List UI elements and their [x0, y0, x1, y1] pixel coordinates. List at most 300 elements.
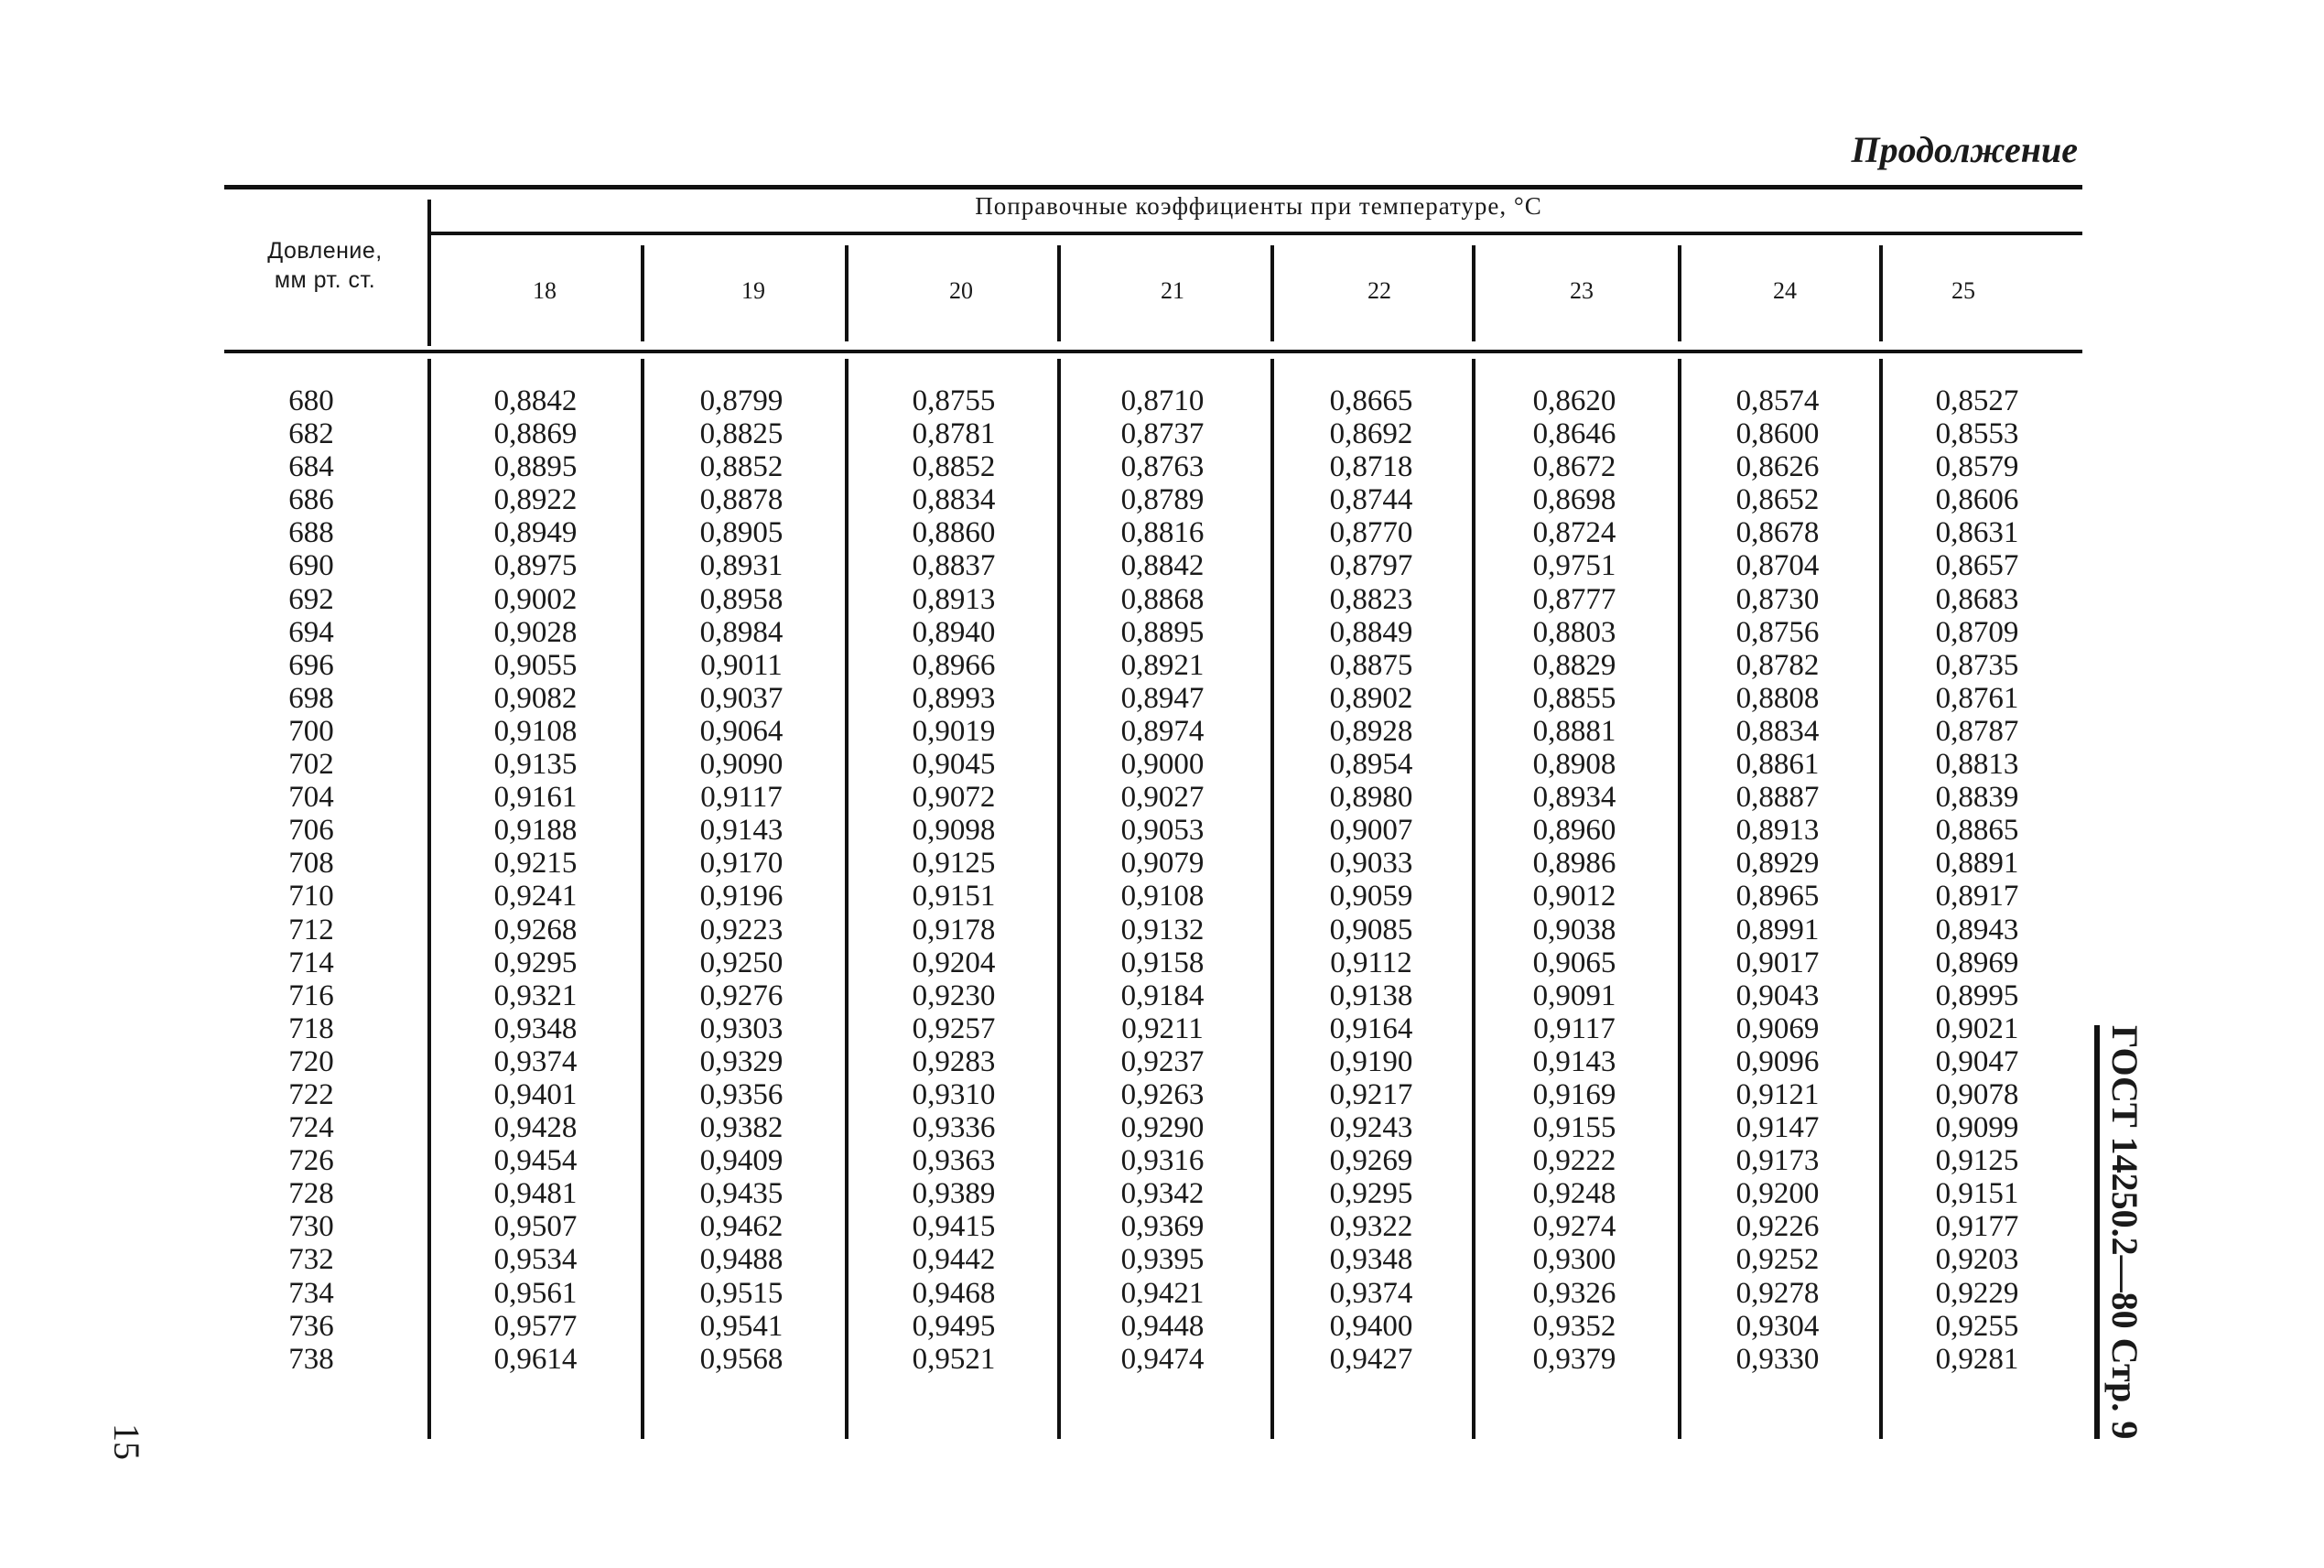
coefficient-cell: 0,9421: [1120, 1276, 1205, 1310]
pressure-cell: 720: [288, 1044, 334, 1078]
coefficient-cell: 0,9215: [493, 847, 578, 881]
coefficient-cell: 0,9274: [1532, 1210, 1616, 1244]
coefficient-cell: 0,9011: [700, 648, 783, 682]
coefficient-cell: 0,9348: [1329, 1243, 1413, 1277]
coefficient-cell: 0,8895: [493, 450, 578, 484]
coefficient-cell: 0,9045: [912, 748, 996, 782]
coefficient-cell: 0,8834: [1735, 714, 1820, 748]
header-vline: [427, 200, 431, 346]
coefficient-cell: 0,9363: [912, 1144, 996, 1178]
coefficient-cell: 0,8995: [1935, 979, 2019, 1012]
coefficient-cell: 0,8875: [1329, 648, 1413, 682]
coefficient-cell: 0,9322: [1329, 1210, 1413, 1244]
pressure-cell: 704: [288, 781, 334, 815]
coefficient-cell: 0,9021: [1935, 1011, 2019, 1045]
coefficient-cell: 0,8934: [1532, 781, 1616, 815]
coefficient-cell: 0,8975: [493, 549, 578, 583]
coefficient-cell: 0,9164: [1329, 1011, 1413, 1045]
coefficient-cell: 0,8683: [1935, 582, 2019, 616]
pressure-cell: 680: [288, 384, 334, 417]
coefficient-cell: 0,8865: [1935, 814, 2019, 848]
coefficient-cell: 0,8782: [1735, 648, 1820, 682]
pressure-cell: 732: [288, 1243, 334, 1277]
coefficient-cell: 0,9534: [493, 1243, 578, 1277]
coefficient-cell: 0,8965: [1735, 880, 1820, 914]
coefficient-cell: 0,8991: [1735, 913, 1820, 946]
coefficient-cell: 0,8980: [1329, 781, 1413, 815]
coefficient-cell: 0,9196: [699, 880, 784, 914]
pressure-cell: 722: [288, 1077, 334, 1111]
coefficient-cell: 0,8799: [699, 384, 784, 417]
coefficient-cell: 0,9263: [1120, 1077, 1205, 1111]
coefficient-cell: 0,8730: [1735, 582, 1820, 616]
pressure-cell: 686: [288, 483, 334, 517]
table-top-rule: [224, 185, 2082, 189]
coefficient-cell: 0,8895: [1120, 615, 1205, 649]
coefficient-cell: 0,9290: [1120, 1111, 1205, 1145]
coefficient-cell: 0,8922: [493, 483, 578, 517]
coefficient-cell: 0,8958: [699, 582, 784, 616]
coefficient-cell: 0,8852: [699, 450, 784, 484]
coefficient-cell: 0,9108: [493, 714, 578, 748]
coefficient-cell: 0,8891: [1935, 847, 2019, 881]
pressure-cell: 702: [288, 748, 334, 782]
coefficient-cell: 0,8921: [1120, 648, 1205, 682]
coefficient-cell: 0,9138: [1329, 979, 1413, 1012]
coefficient-cell: 0,8672: [1532, 450, 1616, 484]
coefficient-cell: 0,8631: [1935, 516, 2019, 550]
pressure-cell: 716: [288, 979, 334, 1012]
coefficient-cell: 0,8842: [493, 384, 578, 417]
coefficient-cell: 0,9038: [1532, 913, 1616, 946]
coefficient-cell: 0,9561: [493, 1276, 578, 1310]
coefficient-cell: 0,9495: [912, 1309, 996, 1343]
coefficient-cell: 0,9098: [912, 814, 996, 848]
coefficient-cell: 0,9090: [699, 748, 784, 782]
coefficient-cell: 0,8966: [912, 648, 996, 682]
coefficient-cell: 0,8527: [1935, 384, 2019, 417]
coefficient-cell: 0,9395: [1120, 1243, 1205, 1277]
body-vline: [1270, 359, 1274, 1439]
coefficient-cell: 0,8940: [912, 615, 996, 649]
pressure-cell: 696: [288, 648, 334, 682]
temperature-header: 25: [1951, 277, 1975, 304]
coefficient-cell: 0,9125: [1935, 1144, 2019, 1178]
coefficient-cell: 0,9226: [1735, 1210, 1820, 1244]
coefficient-cell: 0,9155: [1532, 1111, 1616, 1145]
pressure-cell: 724: [288, 1111, 334, 1145]
coefficient-cell: 0,9000: [1120, 748, 1205, 782]
coefficient-cell: 0,9229: [1935, 1276, 2019, 1310]
coefficient-cell: 0,9143: [699, 814, 784, 848]
coefficient-cell: 0,8781: [912, 417, 996, 451]
pressure-cell: 692: [288, 582, 334, 616]
pressure-cell: 728: [288, 1177, 334, 1211]
coefficient-cell: 0,8949: [493, 516, 578, 550]
pressure-cell: 718: [288, 1011, 334, 1045]
coefficient-cell: 0,9330: [1735, 1342, 1820, 1376]
coefficient-column: [881, 384, 1027, 1376]
coefficient-cell: 0,9342: [1120, 1177, 1205, 1211]
coefficient-cell: 0,8710: [1120, 384, 1205, 417]
coefficient-cell: 0,8984: [699, 615, 784, 649]
coefficient-cell: 0,9281: [1935, 1342, 2019, 1376]
coefficient-cell: 0,8704: [1735, 549, 1820, 583]
coefficient-cell: 0,8698: [1532, 483, 1616, 517]
coefficient-cell: 0,8908: [1532, 748, 1616, 782]
coefficient-cell: 0,9427: [1329, 1342, 1413, 1376]
header-vline: [1057, 245, 1061, 341]
temperature-header: 21: [1161, 277, 1184, 304]
coefficient-cell: 0,9329: [699, 1044, 784, 1078]
coefficient-cell: 0,9158: [1120, 946, 1205, 979]
coefficient-cell: 0,9065: [1532, 946, 1616, 979]
group-header-rule: [430, 232, 2082, 235]
coefficient-cell: 0,8579: [1935, 450, 2019, 484]
coefficient-cell: 0,9064: [699, 714, 784, 748]
coefficient-cell: 0,9151: [912, 880, 996, 914]
coefficient-cell: 0,9248: [1532, 1177, 1616, 1211]
coefficient-cell: 0,9002: [493, 582, 578, 616]
pressure-cell: 694: [288, 615, 334, 649]
coefficient-cell: 0,9448: [1120, 1309, 1205, 1343]
pressure-cell: 736: [288, 1309, 334, 1343]
coefficient-cell: 0,8646: [1532, 417, 1616, 451]
coefficient-cell: 0,8816: [1120, 516, 1205, 550]
coefficient-cell: 0,9577: [493, 1309, 578, 1343]
coefficient-cell: 0,9237: [1120, 1044, 1205, 1078]
coefficient-cell: 0,9374: [1329, 1276, 1413, 1310]
coefficient-cell: 0,9121: [1735, 1077, 1820, 1111]
coefficient-cell: 0,9250: [699, 946, 784, 979]
coefficient-cell: 0,9017: [1735, 946, 1820, 979]
coefficient-cell: 0,9252: [1735, 1243, 1820, 1277]
coefficient-cell: 0,9614: [493, 1342, 578, 1376]
coefficient-cell: 0,8837: [912, 549, 996, 583]
coefficient-cell: 0,9230: [912, 979, 996, 1012]
coefficient-column: [462, 384, 609, 1376]
pressure-cell: 738: [288, 1342, 334, 1376]
page-number: 15: [106, 1423, 147, 1460]
coefficient-cell: 0,8849: [1329, 615, 1413, 649]
coefficient-cell: 0,9108: [1120, 880, 1205, 914]
coefficient-cell: 0,8735: [1935, 648, 2019, 682]
pressure-cell: 706: [288, 814, 334, 848]
coefficient-cell: 0,9278: [1735, 1276, 1820, 1310]
coefficient-cell: 0,8553: [1935, 417, 2019, 451]
coefficient-cell: 0,9268: [493, 913, 578, 946]
coefficient-cell: 0,9316: [1120, 1144, 1205, 1178]
coefficient-cell: 0,9352: [1532, 1309, 1616, 1343]
coefficient-cell: 0,9190: [1329, 1044, 1413, 1078]
coefficient-cell: 0,8823: [1329, 582, 1413, 616]
coefficient-cell: 0,9507: [493, 1210, 578, 1244]
coefficient-cell: 0,8917: [1935, 880, 2019, 914]
coefficient-cell: 0,8755: [912, 384, 996, 417]
coefficient-cell: 0,9310: [912, 1077, 996, 1111]
coefficient-cell: 0,8860: [912, 516, 996, 550]
body-vline: [1472, 359, 1475, 1439]
coefficient-cell: 0,8737: [1120, 417, 1205, 451]
pressure-cell: 684: [288, 450, 334, 484]
coefficient-cell: 0,9177: [1935, 1210, 2019, 1244]
coefficient-cell: 0,9079: [1120, 847, 1205, 881]
coefficient-cell: 0,8881: [1532, 714, 1616, 748]
coefficient-cell: 0,8825: [699, 417, 784, 451]
coefficient-cell: 0,9304: [1735, 1309, 1820, 1343]
coefficient-cell: 0,8652: [1735, 483, 1820, 517]
coefficient-cell: 0,9173: [1735, 1144, 1820, 1178]
pressure-column: [252, 384, 371, 1376]
coefficient-cell: 0,9147: [1735, 1111, 1820, 1145]
coefficient-cell: 0,9143: [1532, 1044, 1616, 1078]
coefficient-cell: 0,9178: [912, 913, 996, 946]
temperature-group-header: Поправочные коэффициенты при температуре, °С: [975, 192, 1542, 220]
coefficient-cell: 0,9047: [1935, 1044, 2019, 1078]
coefficient-cell: 0,9374: [493, 1044, 578, 1078]
coefficient-cell: 0,9295: [493, 946, 578, 979]
coefficient-cell: 0,9204: [912, 946, 996, 979]
coefficient-cell: 0,9269: [1329, 1144, 1413, 1178]
coefficient-cell: 0,8620: [1532, 384, 1616, 417]
coefficient-cell: 0,9188: [493, 814, 578, 848]
coefficient-cell: 0,9069: [1735, 1011, 1820, 1045]
coefficient-cell: 0,9428: [493, 1111, 578, 1145]
coefficient-cell: 0,9356: [699, 1077, 784, 1111]
coefficient-cell: 0,9033: [1329, 847, 1413, 881]
coefficient-cell: 0,8855: [1532, 681, 1616, 715]
coefficient-cell: 0,9300: [1532, 1243, 1616, 1277]
coefficient-cell: 0,8761: [1935, 681, 2019, 715]
body-vline: [845, 359, 849, 1439]
coefficient-cell: 0,9059: [1329, 880, 1413, 914]
coefficient-cell: 0,9161: [493, 781, 578, 815]
coefficient-column: [1298, 384, 1444, 1376]
coefficient-cell: 0,8692: [1329, 417, 1413, 451]
coefficient-cell: 0,8770: [1329, 516, 1413, 550]
coefficient-cell: 0,8852: [912, 450, 996, 484]
coefficient-cell: 0,9568: [699, 1342, 784, 1376]
coefficient-cell: 0,8808: [1735, 681, 1820, 715]
coefficient-cell: 0,8657: [1935, 549, 2019, 583]
coefficient-cell: 0,9117: [1533, 1011, 1616, 1045]
temperature-header: 18: [533, 277, 557, 304]
coefficient-cell: 0,9336: [912, 1111, 996, 1145]
pressure-cell: 688: [288, 516, 334, 550]
coefficient-cell: 0,8960: [1532, 814, 1616, 848]
coefficient-cell: 0,9348: [493, 1011, 578, 1045]
coefficient-cell: 0,8913: [1735, 814, 1820, 848]
coefficient-cell: 0,9541: [699, 1309, 784, 1343]
coefficient-cell: 0,9521: [912, 1342, 996, 1376]
coefficient-cell: 0,9321: [493, 979, 578, 1012]
continuation-label: Продолжение: [1851, 129, 2078, 170]
temperature-header: 23: [1570, 277, 1594, 304]
pressure-column-header: Довление, мм рт. ст.: [267, 238, 383, 293]
coefficient-cell: 0,9326: [1532, 1276, 1616, 1310]
coefficient-cell: 0,9037: [699, 681, 784, 715]
body-vline: [1678, 359, 1681, 1439]
coefficient-cell: 0,8869: [493, 417, 578, 451]
coefficient-cell: 0,8606: [1935, 483, 2019, 517]
document-code: ГОСТ 14250.2—80 Стр. 9: [2094, 1025, 2146, 1439]
coefficient-cell: 0,9400: [1329, 1309, 1413, 1343]
coefficient-cell: 0,8842: [1120, 549, 1205, 583]
coefficient-cell: 0,8887: [1735, 781, 1820, 815]
coefficient-cell: 0,8744: [1329, 483, 1413, 517]
body-vline: [641, 359, 644, 1439]
header-vline: [845, 245, 849, 341]
pressure-cell: 710: [288, 880, 334, 914]
coefficient-cell: 0,9200: [1735, 1177, 1820, 1211]
coefficient-cell: 0,8678: [1735, 516, 1820, 550]
coefficient-cell: 0,9474: [1120, 1342, 1205, 1376]
coefficient-cell: 0,9043: [1735, 979, 1820, 1012]
coefficient-cell: 0,9462: [699, 1210, 784, 1244]
coefficient-cell: 0,9454: [493, 1144, 578, 1178]
coefficient-cell: 0,9028: [493, 615, 578, 649]
coefficient-cell: 0,9117: [700, 781, 783, 815]
coefficient-column: [1704, 384, 1851, 1376]
coefficient-cell: 0,9415: [912, 1210, 996, 1244]
coefficient-cell: 0,9170: [699, 847, 784, 881]
coefficient-cell: 0,9096: [1735, 1044, 1820, 1078]
coefficient-cell: 0,9369: [1120, 1210, 1205, 1244]
coefficient-cell: 0,9027: [1120, 781, 1205, 815]
coefficient-cell: 0,8574: [1735, 384, 1820, 417]
pressure-cell: 734: [288, 1276, 334, 1310]
pressure-cell: 726: [288, 1144, 334, 1178]
body-vline: [1879, 359, 1883, 1439]
coefficient-cell: 0,9072: [912, 781, 996, 815]
coefficient-column: [1501, 384, 1648, 1376]
coefficient-column: [1089, 384, 1236, 1376]
coefficient-cell: 0,9091: [1532, 979, 1616, 1012]
coefficient-cell: 0,9257: [912, 1011, 996, 1045]
coefficient-cell: 0,9203: [1935, 1243, 2019, 1277]
coefficient-cell: 0,8861: [1735, 748, 1820, 782]
pressure-cell: 682: [288, 417, 334, 451]
temperature-header: 24: [1773, 277, 1797, 304]
coefficient-cell: 0,9515: [699, 1276, 784, 1310]
coefficient-cell: 0,9007: [1329, 814, 1413, 848]
coefficient-cell: 0,8813: [1935, 748, 2019, 782]
coefficient-cell: 0,8724: [1532, 516, 1616, 550]
pressure-cell: 714: [288, 946, 334, 979]
coefficient-cell: 0,8829: [1532, 648, 1616, 682]
coefficient-cell: 0,9255: [1935, 1309, 2019, 1343]
coefficient-cell: 0,9019: [912, 714, 996, 748]
coefficient-cell: 0,9151: [1935, 1177, 2019, 1211]
coefficient-cell: 0,9099: [1935, 1111, 2019, 1145]
pressure-cell: 690: [288, 549, 334, 583]
body-vline: [1057, 359, 1061, 1439]
coefficient-cell: 0,8787: [1935, 714, 2019, 748]
coefficient-cell: 0,9435: [699, 1177, 784, 1211]
coefficient-cell: 0,8600: [1735, 417, 1820, 451]
coefficient-cell: 0,8905: [699, 516, 784, 550]
coefficient-cell: 0,9055: [493, 648, 578, 682]
header-vline: [641, 245, 644, 341]
temperature-header: 22: [1367, 277, 1391, 304]
coefficient-cell: 0,9211: [1121, 1011, 1204, 1045]
coefficient-cell: 0,8763: [1120, 450, 1205, 484]
coefficient-cell: 0,9389: [912, 1177, 996, 1211]
coefficient-cell: 0,9379: [1532, 1342, 1616, 1376]
coefficient-cell: 0,8789: [1120, 483, 1205, 517]
coefficient-cell: 0,8929: [1735, 847, 1820, 881]
coefficient-cell: 0,9283: [912, 1044, 996, 1078]
coefficient-cell: 0,8943: [1935, 913, 2019, 946]
coefficient-cell: 0,9295: [1329, 1177, 1413, 1211]
coefficient-cell: 0,8993: [912, 681, 996, 715]
coefficient-cell: 0,8839: [1935, 781, 2019, 815]
coefficient-cell: 0,8756: [1735, 615, 1820, 649]
coefficient-cell: 0,9488: [699, 1243, 784, 1277]
coefficient-cell: 0,9222: [1532, 1144, 1616, 1178]
coefficient-cell: 0,9125: [912, 847, 996, 881]
coefficient-cell: 0,9169: [1532, 1077, 1616, 1111]
pressure-cell: 730: [288, 1210, 334, 1244]
coefficient-cell: 0,9276: [699, 979, 784, 1012]
coefficient-cell: 0,9751: [1532, 549, 1616, 583]
coefficient-cell: 0,9409: [699, 1144, 784, 1178]
coefficient-cell: 0,9135: [493, 748, 578, 782]
coefficient-column: [668, 384, 815, 1376]
coefficient-cell: 0,9442: [912, 1243, 996, 1277]
pressure-cell: 698: [288, 681, 334, 715]
coefficient-cell: 0,9012: [1532, 880, 1616, 914]
coefficient-cell: 0,8797: [1329, 549, 1413, 583]
body-vline: [427, 359, 431, 1439]
coefficient-cell: 0,8902: [1329, 681, 1413, 715]
coefficient-cell: 0,8777: [1532, 582, 1616, 616]
coefficient-cell: 0,9082: [493, 681, 578, 715]
header-vline: [1879, 245, 1883, 341]
coefficient-cell: 0,9481: [493, 1177, 578, 1211]
coefficient-cell: 0,9241: [493, 880, 578, 914]
coefficient-cell: 0,8834: [912, 483, 996, 517]
header-vline: [1472, 245, 1475, 341]
pressure-cell: 708: [288, 847, 334, 881]
coefficient-cell: 0,8718: [1329, 450, 1413, 484]
header-bottom-rule: [224, 350, 2082, 353]
coefficient-column: [1904, 384, 2050, 1376]
coefficient-cell: 0,8868: [1120, 582, 1205, 616]
coefficient-cell: 0,8928: [1329, 714, 1413, 748]
header-vline: [1678, 245, 1681, 341]
pressure-cell: 712: [288, 913, 334, 946]
coefficient-cell: 0,8931: [699, 549, 784, 583]
coefficient-cell: 0,9112: [1330, 946, 1412, 979]
coefficient-cell: 0,8709: [1935, 615, 2019, 649]
coefficient-cell: 0,8626: [1735, 450, 1820, 484]
coefficient-cell: 0,8947: [1120, 681, 1205, 715]
coefficient-cell: 0,8986: [1532, 847, 1616, 881]
coefficient-cell: 0,8878: [699, 483, 784, 517]
coefficient-cell: 0,9184: [1120, 979, 1205, 1012]
coefficient-cell: 0,8969: [1935, 946, 2019, 979]
pressure-cell: 700: [288, 714, 334, 748]
temperature-header: 19: [741, 277, 765, 304]
temperature-header: 20: [949, 277, 973, 304]
coefficient-cell: 0,9053: [1120, 814, 1205, 848]
coefficient-cell: 0,8954: [1329, 748, 1413, 782]
coefficient-cell: 0,8803: [1532, 615, 1616, 649]
coefficient-cell: 0,9085: [1329, 913, 1413, 946]
coefficient-cell: 0,9401: [493, 1077, 578, 1111]
coefficient-cell: 0,9078: [1935, 1077, 2019, 1111]
